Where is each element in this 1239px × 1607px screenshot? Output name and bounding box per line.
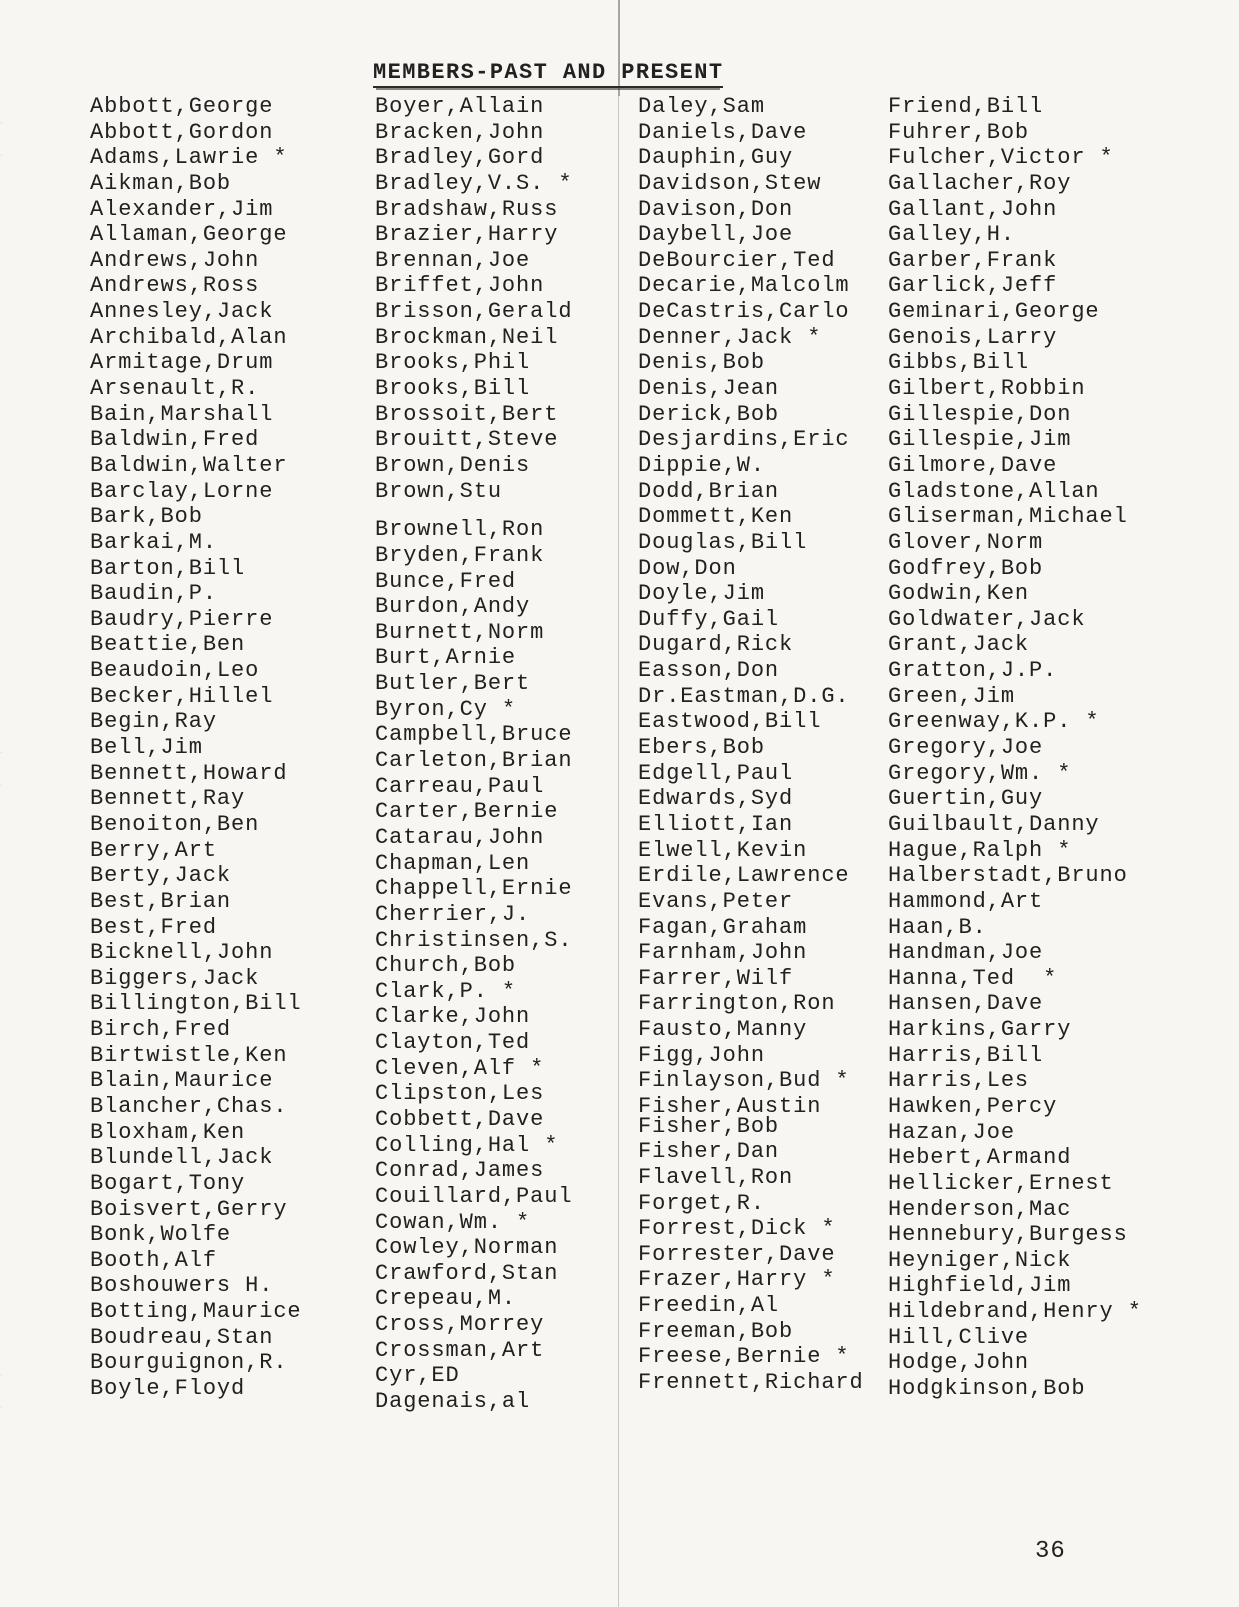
- member-name: Brockman,Neil: [375, 324, 559, 350]
- member-name: Brossoit,Bert: [375, 401, 559, 427]
- fold-crease-line: [618, 0, 619, 1607]
- member-name: Clipston,Les: [375, 1081, 545, 1107]
- member-name: Fisher,Austin: [638, 1093, 822, 1119]
- member-name: Berry,Art: [90, 837, 217, 863]
- member-name: Frazer,Harry *: [638, 1267, 836, 1293]
- member-name: Benoiton,Ben: [90, 811, 260, 837]
- member-name: Harris,Les: [888, 1068, 1030, 1094]
- member-name: Hebert,Armand: [888, 1145, 1072, 1171]
- member-name: Freese,Bernie *: [638, 1344, 850, 1370]
- member-name: Blancher,Chas.: [90, 1093, 288, 1119]
- member-name: Finlayson,Bud *: [638, 1068, 850, 1094]
- member-name: Baudin,P.: [90, 581, 217, 607]
- member-name: Erdile,Lawrence: [638, 863, 850, 889]
- member-name: DeCastris,Carlo: [638, 299, 850, 325]
- member-name: DeBourcier,Ted: [638, 247, 836, 273]
- member-name: Frennett,Richard: [638, 1370, 864, 1396]
- member-name: Greenway,K.P. *: [888, 709, 1100, 735]
- member-name: Catarau,John: [375, 824, 545, 850]
- member-name: Fulcher,Victor *: [888, 145, 1114, 171]
- member-name: Goldwater,Jack: [888, 606, 1086, 632]
- member-column-4: [888, 94, 1142, 1402]
- member-name: Bunce,Fred: [375, 568, 517, 594]
- member-name: Burdon,Andy: [375, 594, 531, 620]
- member-name: Godwin,Ken: [888, 581, 1030, 607]
- member-name: Bryden,Frank: [375, 542, 545, 568]
- scan-artifact: [0, 752, 12, 786]
- member-name: Beattie,Ben: [90, 632, 246, 658]
- member-name: Hanna,Ted *: [888, 965, 1058, 991]
- member-name: Clarke,John: [375, 1004, 531, 1030]
- page-number: 36: [1035, 1538, 1066, 1565]
- member-name: Gladstone,Allan: [888, 478, 1100, 504]
- member-name: Aikman,Bob: [90, 170, 232, 196]
- member-name: Butler,Bert: [375, 671, 531, 697]
- member-name: Baldwin,Fred: [90, 427, 260, 453]
- member-name: Farrer,Wilf: [638, 965, 794, 991]
- member-name: Birtwistle,Ken: [90, 1042, 288, 1068]
- member-name: Cleven,Alf *: [375, 1055, 545, 1081]
- member-name: Annesley,Jack: [90, 299, 274, 325]
- member-name: Douglas,Bill: [638, 529, 808, 555]
- member-name: Freeman,Bob: [638, 1318, 794, 1344]
- member-name: Denis,Jean: [638, 376, 780, 402]
- member-name: Highfield,Jim: [888, 1273, 1072, 1299]
- member-name: Handman,Joe: [888, 940, 1044, 966]
- member-name: Bradley,V.S. *: [375, 170, 573, 196]
- member-name: Botting,Maurice: [90, 1299, 302, 1325]
- member-name: Glover,Norm: [888, 529, 1044, 555]
- member-name: Derick,Bob: [638, 401, 780, 427]
- member-name: Andrews,John: [90, 247, 260, 273]
- member-name: Bicknell,John: [90, 940, 274, 966]
- member-name: Bradley,Gord: [375, 145, 545, 171]
- member-name: Hawken,Percy: [888, 1093, 1058, 1119]
- member-name: Biggers,Jack: [90, 965, 260, 991]
- member-name: Brownell,Ron: [375, 517, 545, 543]
- member-name: Dr.Eastman,D.G.: [638, 683, 850, 709]
- member-name: Fisher,Dan: [638, 1139, 780, 1165]
- member-name: Byron,Cy *: [375, 696, 517, 722]
- member-name: Bloxham,Ken: [90, 1119, 246, 1145]
- member-name: Bell,Jim: [90, 735, 203, 761]
- member-column-2: [375, 94, 572, 1415]
- member-name: Hodge,John: [888, 1350, 1030, 1376]
- member-name: Grant,Jack: [888, 632, 1030, 658]
- member-name: Boisvert,Gerry: [90, 1196, 288, 1222]
- member-name: Bracken,John: [375, 119, 545, 145]
- member-name: Cross,Morrey: [375, 1312, 545, 1338]
- member-name: Andrews,Ross: [90, 273, 260, 299]
- member-name: Gratton,J.P.: [888, 658, 1058, 684]
- member-name: Fausto,Manny: [638, 1017, 808, 1043]
- member-name: Edgell,Paul: [638, 760, 794, 786]
- member-name: Bain,Marshall: [90, 401, 274, 427]
- member-name: Carter,Bernie: [375, 799, 559, 825]
- member-name: Genois,Larry: [888, 324, 1058, 350]
- member-name: Gibbs,Bill: [888, 350, 1030, 376]
- member-name: Abbott,Gordon: [90, 119, 274, 145]
- member-name: Allaman,George: [90, 222, 288, 248]
- member-name: Bennett,Howard: [90, 760, 288, 786]
- member-name: Boyle,Floyd: [90, 1376, 246, 1402]
- member-name: Booth,Alf: [90, 1247, 217, 1273]
- member-name: Birch,Fred: [90, 1017, 232, 1043]
- member-name: Gregory,Joe: [888, 735, 1044, 761]
- member-name: Burnett,Norm: [375, 619, 545, 645]
- member-name: Forget,R.: [638, 1190, 765, 1216]
- member-name: Geminari,George: [888, 299, 1100, 325]
- member-name: Crawford,Stan: [375, 1260, 559, 1286]
- member-name: Decarie,Malcolm: [638, 273, 850, 299]
- member-name: Haan,B.: [888, 914, 987, 940]
- member-name: Baldwin,Walter: [90, 452, 288, 478]
- member-name: Clark,P. *: [375, 978, 517, 1004]
- member-name: Carreau,Paul: [375, 773, 545, 799]
- member-name: Cherrier,J.: [375, 901, 531, 927]
- member-name: Halberstadt,Bruno: [888, 863, 1128, 889]
- member-name: Gallacher,Roy: [888, 170, 1072, 196]
- scan-artifact: [0, 122, 12, 156]
- member-name: Brennan,Joe: [375, 247, 531, 273]
- member-name: Hildebrand,Henry *: [888, 1299, 1142, 1325]
- member-name: Elliott,Ian: [638, 811, 794, 837]
- member-name: Boshouwers H.: [90, 1273, 274, 1299]
- member-name: Denis,Bob: [638, 350, 765, 376]
- member-name: Berty,Jack: [90, 863, 232, 889]
- member-name: Hodgkinson,Bob: [888, 1376, 1086, 1402]
- member-name: Cowley,Norman: [375, 1235, 559, 1261]
- member-name: Gillespie,Don: [888, 401, 1072, 427]
- member-name: Ebers,Bob: [638, 735, 765, 761]
- member-name: Best,Fred: [90, 914, 217, 940]
- member-name: Fagan,Graham: [638, 914, 808, 940]
- member-name: Farrington,Ron: [638, 991, 836, 1017]
- member-name: Daybell,Joe: [638, 222, 794, 248]
- member-name: Figg,John: [638, 1042, 765, 1068]
- member-name: Bark,Bob: [90, 504, 203, 530]
- member-name: Begin,Ray: [90, 709, 217, 735]
- member-name: Bogart,Tony: [90, 1170, 246, 1196]
- member-column-3: [638, 94, 864, 1396]
- member-name: Brooks,Bill: [375, 376, 531, 402]
- member-name: Gillespie,Jim: [888, 427, 1072, 453]
- scan-artifact: [0, 1374, 12, 1408]
- member-name: Doyle,Jim: [638, 581, 765, 607]
- member-name: Crepeau,M.: [375, 1286, 517, 1312]
- member-name: Best,Brian: [90, 888, 232, 914]
- member-name: Colling,Hal *: [375, 1132, 559, 1158]
- member-name: Clayton,Ted: [375, 1030, 531, 1056]
- member-name: Hazan,Joe: [888, 1119, 1015, 1145]
- member-name: Hennebury,Burgess: [888, 1222, 1128, 1248]
- member-name: Hansen,Dave: [888, 991, 1044, 1017]
- member-name: Brown,Denis: [375, 452, 531, 478]
- member-name: Baudry,Pierre: [90, 606, 274, 632]
- member-name: Barkai,M.: [90, 529, 217, 555]
- page-title: MEMBERS-PAST AND PRESENT: [373, 60, 723, 88]
- member-name: Gallant,John: [888, 196, 1058, 222]
- member-name: Christinsen,S.: [375, 927, 573, 953]
- member-name: Barton,Bill: [90, 555, 246, 581]
- member-name: Eastwood,Bill: [638, 709, 822, 735]
- member-name: Dow,Don: [638, 555, 737, 581]
- member-name: Carleton,Brian: [375, 748, 573, 774]
- member-name: Hill,Clive: [888, 1324, 1030, 1350]
- member-name: Bradshaw,Russ: [375, 196, 559, 222]
- member-name: Gilmore,Dave: [888, 452, 1058, 478]
- member-name: Gliserman,Michael: [888, 504, 1128, 530]
- member-name: Hammond,Art: [888, 888, 1044, 914]
- member-name: Daley,Sam: [638, 94, 765, 119]
- member-name: Dodd,Brian: [638, 478, 780, 504]
- member-name: Evans,Peter: [638, 888, 794, 914]
- member-name: Garlick,Jeff: [888, 273, 1058, 299]
- member-name: Barclay,Lorne: [90, 478, 274, 504]
- member-name: Beaudoin,Leo: [90, 658, 260, 684]
- member-name: Guilbault,Danny: [888, 811, 1100, 837]
- member-name: Campbell,Bruce: [375, 722, 573, 748]
- member-name: Davison,Don: [638, 196, 794, 222]
- member-name: Fisher,Bob: [638, 1113, 780, 1139]
- member-name: Brisson,Gerald: [375, 299, 573, 325]
- member-name: Dugard,Rick: [638, 632, 794, 658]
- member-name: Cowan,Wm. *: [375, 1209, 531, 1235]
- member-name: Forrester,Dave: [638, 1241, 836, 1267]
- member-name: Alexander,Jim: [90, 196, 274, 222]
- member-name: Edwards,Syd: [638, 786, 794, 812]
- member-name: Forrest,Dick *: [638, 1216, 836, 1242]
- member-name: Dippie,W.: [638, 452, 765, 478]
- member-name: Duffy,Gail: [638, 606, 780, 632]
- member-name: Archibald,Alan: [90, 324, 288, 350]
- member-name: Hellicker,Ernest: [888, 1170, 1114, 1196]
- member-name: Henderson,Mac: [888, 1196, 1072, 1222]
- member-name: Dauphin,Guy: [638, 145, 794, 171]
- member-name: Briffet,John: [375, 273, 545, 299]
- member-name: Becker,Hillel: [90, 683, 274, 709]
- member-name: Adams,Lawrie *: [90, 145, 288, 171]
- member-name: Church,Bob: [375, 953, 517, 979]
- member-name: Cyr,ED: [375, 1363, 460, 1389]
- member-name: Blain,Maurice: [90, 1068, 274, 1094]
- member-name: Dagenais,al: [375, 1389, 531, 1415]
- member-name: Arsenault,R.: [90, 376, 260, 402]
- member-name: Godfrey,Bob: [888, 555, 1044, 581]
- member-name: Galley,H.: [888, 222, 1015, 248]
- member-name: Flavell,Ron: [638, 1164, 794, 1190]
- member-name: Billington,Bill: [90, 991, 302, 1017]
- member-name: Boudreau,Stan: [90, 1324, 274, 1350]
- member-name: Guertin,Guy: [888, 786, 1044, 812]
- member-name: Gilbert,Robbin: [888, 376, 1086, 402]
- member-name: Davidson,Stew: [638, 170, 822, 196]
- member-name: Freedin,Al: [638, 1293, 780, 1319]
- member-name: Crossman,Art: [375, 1337, 545, 1363]
- member-name: Heyniger,Nick: [888, 1247, 1072, 1273]
- member-name: Fuhrer,Bob: [888, 119, 1030, 145]
- member-name: Bennett,Ray: [90, 786, 246, 812]
- member-name: Brown,Stu: [375, 478, 502, 504]
- member-name: Boyer,Allain: [375, 94, 545, 119]
- member-name: Garber,Frank: [888, 247, 1058, 273]
- member-name: Desjardins,Eric: [638, 427, 850, 453]
- member-name: Cobbett,Dave: [375, 1106, 545, 1132]
- member-column-1: [90, 94, 302, 1402]
- member-name: Abbott,George: [90, 94, 274, 119]
- member-name: Harris,Bill: [888, 1042, 1044, 1068]
- member-name: Chappell,Ernie: [375, 876, 573, 902]
- member-name: Brooks,Phil: [375, 350, 531, 376]
- member-name: Friend,Bill: [888, 94, 1044, 119]
- member-name: Brazier,Harry: [375, 222, 559, 248]
- member-name: Elwell,Kevin: [638, 837, 808, 863]
- member-name: Farnham,John: [638, 940, 808, 966]
- member-name: Blundell,Jack: [90, 1145, 274, 1171]
- member-name: Green,Jim: [888, 683, 1015, 709]
- member-name: Hague,Ralph *: [888, 837, 1072, 863]
- member-name: Brouitt,Steve: [375, 427, 559, 453]
- member-name: Daniels,Dave: [638, 119, 808, 145]
- member-name: Chapman,Len: [375, 850, 531, 876]
- member-name: Dommett,Ken: [638, 504, 794, 530]
- member-name: Conrad,James: [375, 1158, 545, 1184]
- member-name: Bourguignon,R.: [90, 1350, 288, 1376]
- member-name: Easson,Don: [638, 658, 780, 684]
- member-name: Couillard,Paul: [375, 1183, 573, 1209]
- member-name: Denner,Jack *: [638, 324, 822, 350]
- member-name: Bonk,Wolfe: [90, 1222, 232, 1248]
- member-name: Armitage,Drum: [90, 350, 274, 376]
- member-name: Burt,Arnie: [375, 645, 517, 671]
- member-name: Gregory,Wm. *: [888, 760, 1072, 786]
- member-name: Harkins,Garry: [888, 1017, 1072, 1043]
